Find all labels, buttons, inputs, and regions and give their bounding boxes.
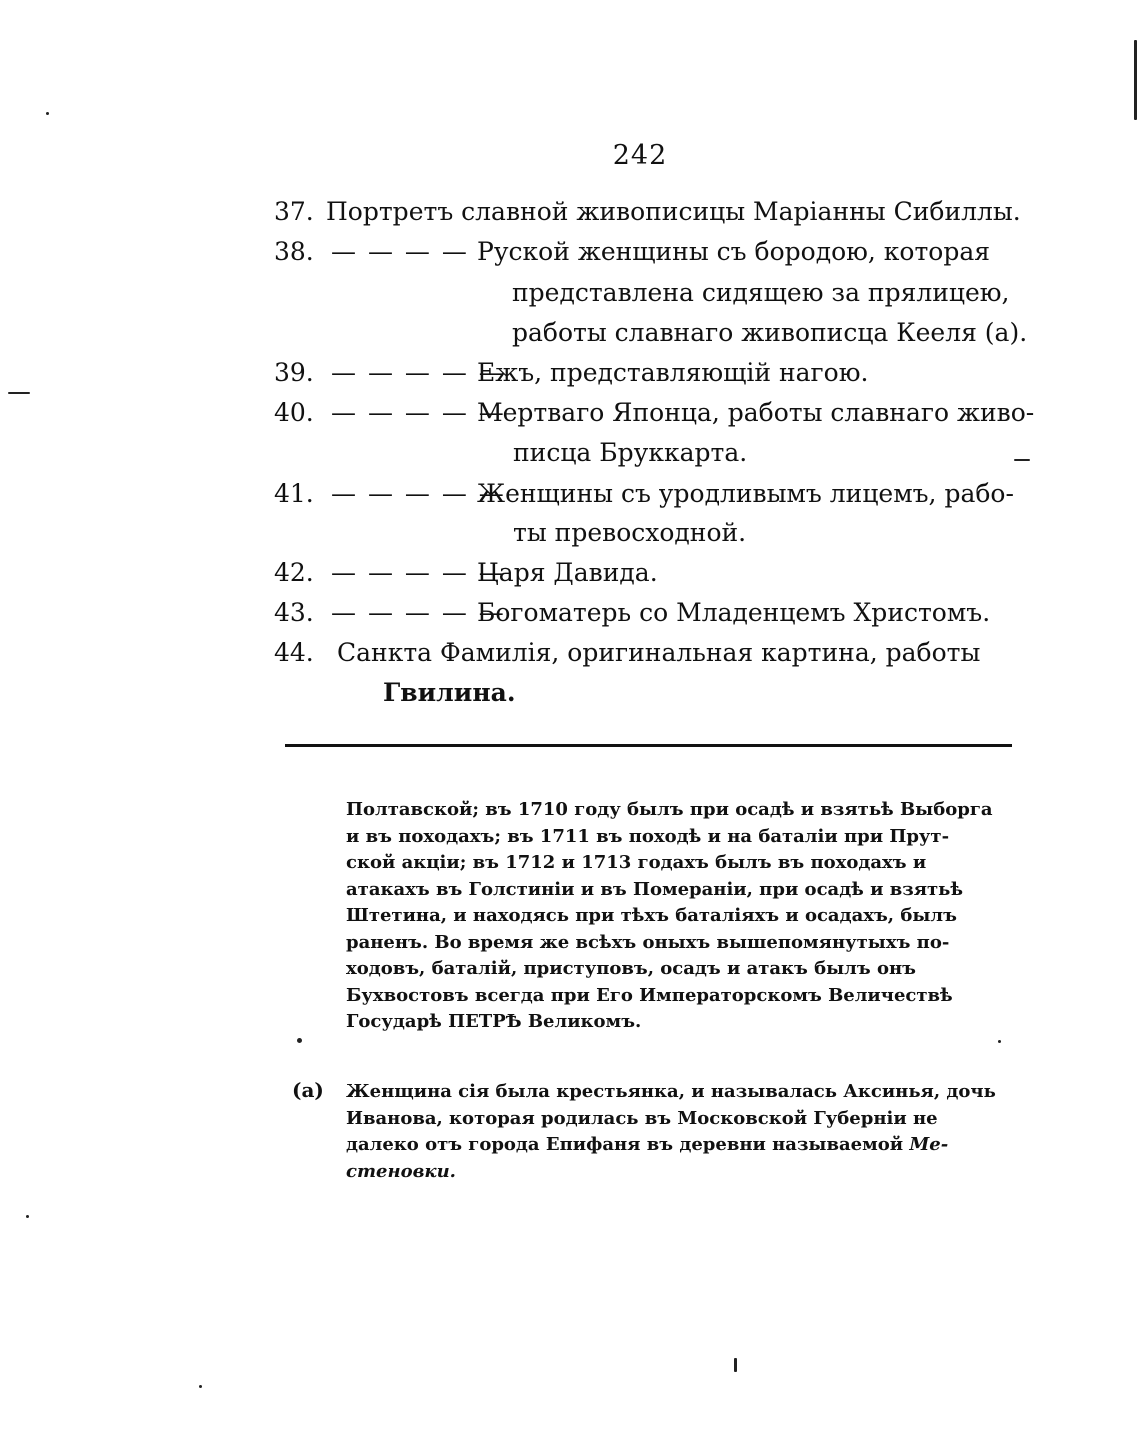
scan-speck: [998, 1040, 1001, 1043]
footnote-continuation: [346, 797, 1014, 1036]
footnote-line: раненъ. Во время же всѣхъ оныхъ вышепомянутыхъ по-: [346, 931, 950, 953]
italic-word: Ме-: [909, 1134, 949, 1155]
footnote-line: Иванова, которая родилась въ Московской Губерніи не: [346, 1107, 938, 1129]
scan-speck: [46, 112, 49, 115]
entry-text: Царя Давида.: [477, 558, 658, 587]
entry-text: Мертваго Японца, работы славнаго живо-: [477, 398, 1035, 427]
entry-number: 40.: [274, 398, 314, 427]
entry-dash: — — — — —: [331, 358, 506, 387]
footnote-line: стеновки.: [346, 1160, 456, 1182]
page-number: 242: [612, 140, 668, 171]
footnote-line: ходовъ, баталій, приступовъ, осадъ и атакъ былъ онъ: [346, 958, 916, 979]
entry-text: Богоматерь со Младенцемъ Христомъ.: [477, 598, 991, 627]
entry-text: Ежъ, представляющій нагою.: [477, 358, 869, 387]
entry-dash: — — — —: [331, 237, 469, 266]
scan-mark: [1014, 459, 1030, 461]
entry-number: 44.: [274, 638, 314, 667]
entry-dash: — — — — —: [331, 479, 506, 508]
entry-number: 42.: [274, 558, 314, 587]
entry-text: Портретъ славной живописицы Маріанны Сибиллы.: [326, 197, 1021, 226]
scan-mark: [734, 1358, 737, 1372]
scan-speck: [26, 1215, 29, 1218]
footnote-line: атакахъ въ Голстиніи и въ Помераніи, при осадѣ и взятьѣ: [346, 878, 964, 900]
entry-number: 43.: [274, 598, 314, 627]
entry-text: Руской женщины съ бородою, которая: [477, 237, 991, 266]
scan-edge: [1134, 40, 1137, 120]
scan-speck: [297, 1038, 302, 1043]
entry-number: 38.: [274, 237, 314, 266]
scan-mark: [8, 392, 30, 394]
footnote-divider: [285, 744, 1012, 747]
entry-dash: — — — — —: [331, 398, 506, 427]
footnote-line: ской акціи; въ 1712 и 1713 годахъ былъ въ походахъ и: [346, 852, 927, 873]
entry-text: Женщины съ уродливымъ лицемъ, рабо-: [477, 479, 1014, 508]
entry-number: 41.: [274, 479, 314, 508]
footnote-line: и въ походахъ; въ 1711 въ походѣ и на баталіи при Прут-: [346, 825, 950, 847]
footnote-line: Полтавской; въ 1710 году былъ при осадѣ и взятьѣ Выборга: [346, 799, 993, 820]
footnote-line: Женщина сія была крестьянка, и называлась Аксинья, дочь: [346, 1081, 996, 1102]
scan-speck: [199, 1385, 202, 1388]
entry-dash: — — — — —: [331, 598, 506, 627]
footnote-line: далеко отъ города Епифаня въ деревни называемой Ме-: [346, 1134, 949, 1155]
footnote-line: Государѣ ПЕТРѢ Великомъ.: [346, 1011, 642, 1032]
entry-dash: — — — — —: [331, 558, 506, 587]
footnote-line: Бухвостовъ всегда при Его Императорскомъ Величествѣ: [346, 984, 953, 1006]
entry-number: 39.: [274, 358, 314, 387]
footnote-line: Штетина, и находясь при тѣхъ баталіяхъ и осадахъ, былъ: [346, 905, 957, 926]
footnote-a: [346, 1079, 1014, 1185]
entry-number: 37.: [274, 197, 314, 226]
footnote-marker: (а): [292, 1078, 324, 1102]
entry-text: Санкта Фамилія, оригинальная картина, работы: [337, 638, 981, 667]
